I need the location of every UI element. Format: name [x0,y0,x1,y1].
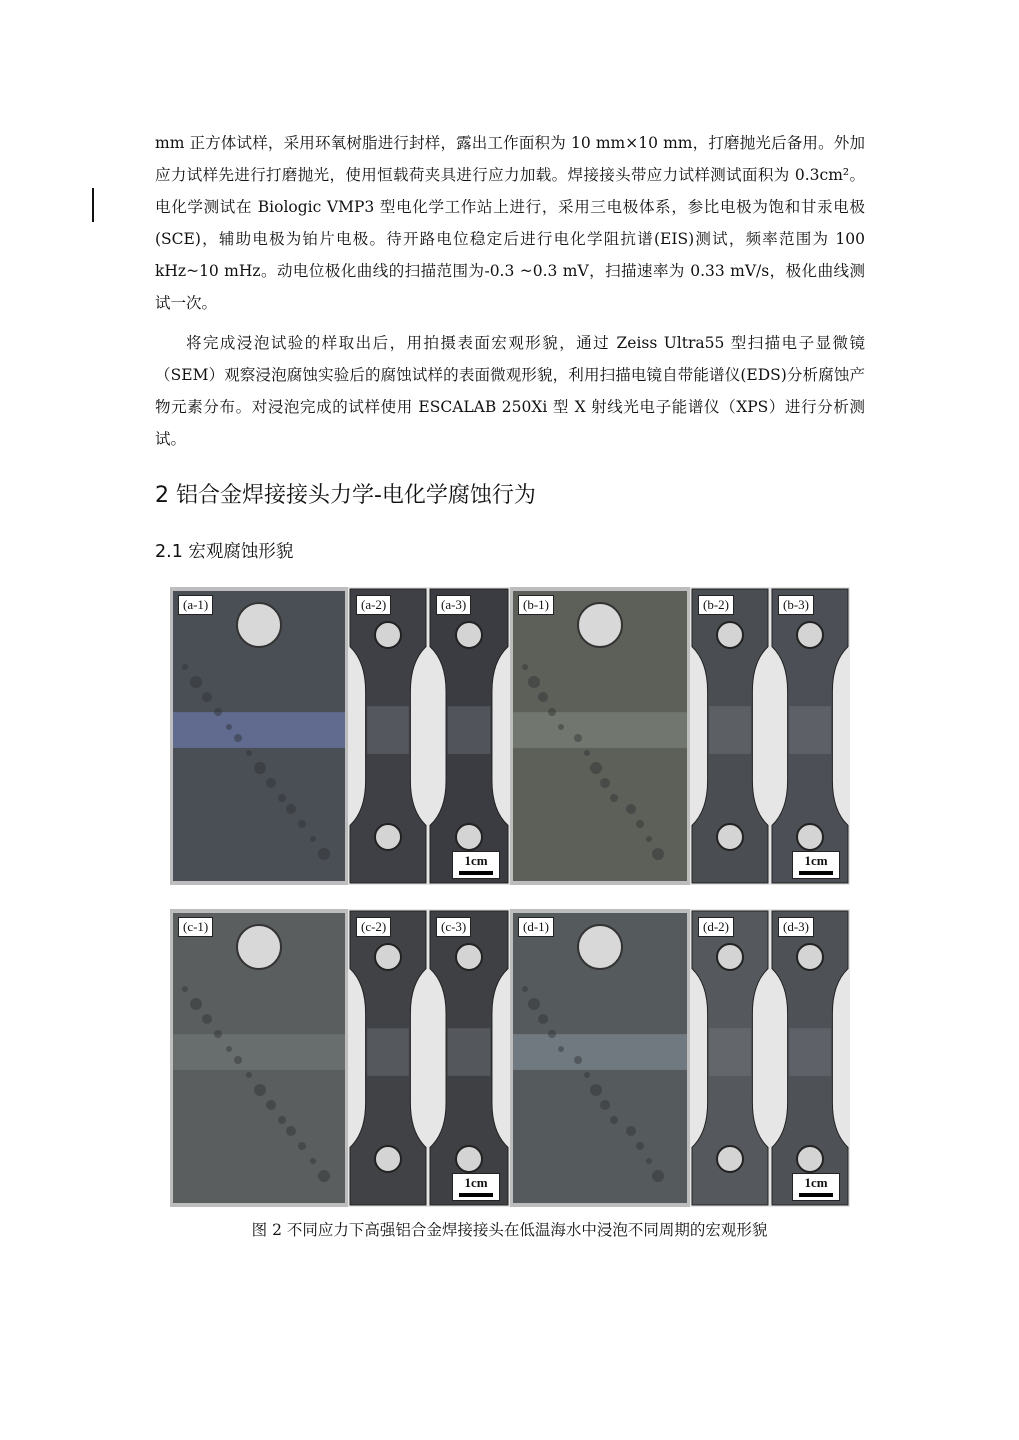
subsection-heading: 2.1 宏观腐蚀形貌 [155,542,294,562]
panel-label: (a-3) [436,595,471,615]
panel-label: (c-3) [436,917,471,937]
panel-d-1 [510,909,690,1207]
panel-label: (c-1) [178,917,213,937]
section-heading: 2 铝合金焊接接头力学-电化学腐蚀行为 [155,483,536,508]
panel-label: (b-1) [518,595,554,615]
plate-specimen-photo [510,909,690,1207]
panel-label: (b-3) [778,595,814,615]
dogbone-specimen-photo [428,587,510,885]
plate-specimen-photo [510,587,690,885]
figure-caption: 图 2 不同应力下高强铝合金焊接接头在低温海水中浸泡不同周期的宏观形貌 [251,1221,768,1239]
panel-c-3 [428,909,510,1207]
scale-bar: 1cm [452,1173,500,1201]
figure-specimen-photos [170,587,850,1207]
panel-label: (d-3) [778,917,814,937]
panel-label: (b-2) [698,595,734,615]
dogbone-specimen-photo [348,909,428,1207]
dogbone-specimen-photo [690,587,770,885]
scale-bar: 1cm [452,851,500,879]
body-paragraph-1: mm 正方体试样，采用环氧树脂进行封样，露出工作面积为 10 mm×10 mm，打磨抛光后备用。外加应力试样先进行打磨抛光，使用恒载荷夹具进行应力加载。焊接接头带应力试样测试面积为 0.3cm²。电化学测试在 Biologic VMP3 型电化学工作站上进行，采用三电极体系，参比电极为饱和甘汞电极(SCE)，辅助电极为铂片电极。待开路电位稳定后进行电化学阻抗谱(EIS)测试，频率范围为 100 kHz~10 mHz。动电位极化曲线的扫描范围为-0.3 ~0.3 mV，扫描速率为 0.33 mV/s，极化曲线测试一次。 [155,134,865,312]
panel-b-2 [690,587,770,885]
panel-d-2 [690,909,770,1207]
plate-specimen-photo [170,909,348,1207]
panel-a-1 [170,587,348,885]
revision-bar [92,188,94,222]
panel-a-2 [348,587,428,885]
panel-a-3 [428,587,510,885]
dogbone-specimen-photo [690,909,770,1207]
body-paragraph-2: 将完成浸泡试验的样取出后，用拍摄表面宏观形貌，通过 Zeiss Ultra55 型扫描电子显微镜（SEM）观察浸泡腐蚀实验后的腐蚀试样的表面微观形貌，利用扫描电镜自带能谱仪(EDS)分析腐蚀产物元素分布。对浸泡完成的试样使用 ESCALAB 250Xi 型 X 射线光电子能谱仪（XPS）进行分析测试。 [155,334,865,448]
panel-label: (c-2) [356,917,391,937]
dogbone-specimen-photo [770,909,850,1207]
panel-label: (d-2) [698,917,734,937]
panel-c-1 [170,909,348,1207]
plate-specimen-photo [170,587,348,885]
panel-label: (a-1) [178,595,213,615]
dogbone-specimen-photo [348,587,428,885]
panel-label: (a-2) [356,595,391,615]
panel-label: (d-1) [518,917,554,937]
panel-b-3 [770,587,850,885]
scale-bar: 1cm [792,851,840,879]
panel-b-1 [510,587,690,885]
dogbone-specimen-photo [770,587,850,885]
panel-c-2 [348,909,428,1207]
panel-d-3 [770,909,850,1207]
scale-bar: 1cm [792,1173,840,1201]
dogbone-specimen-photo [428,909,510,1207]
